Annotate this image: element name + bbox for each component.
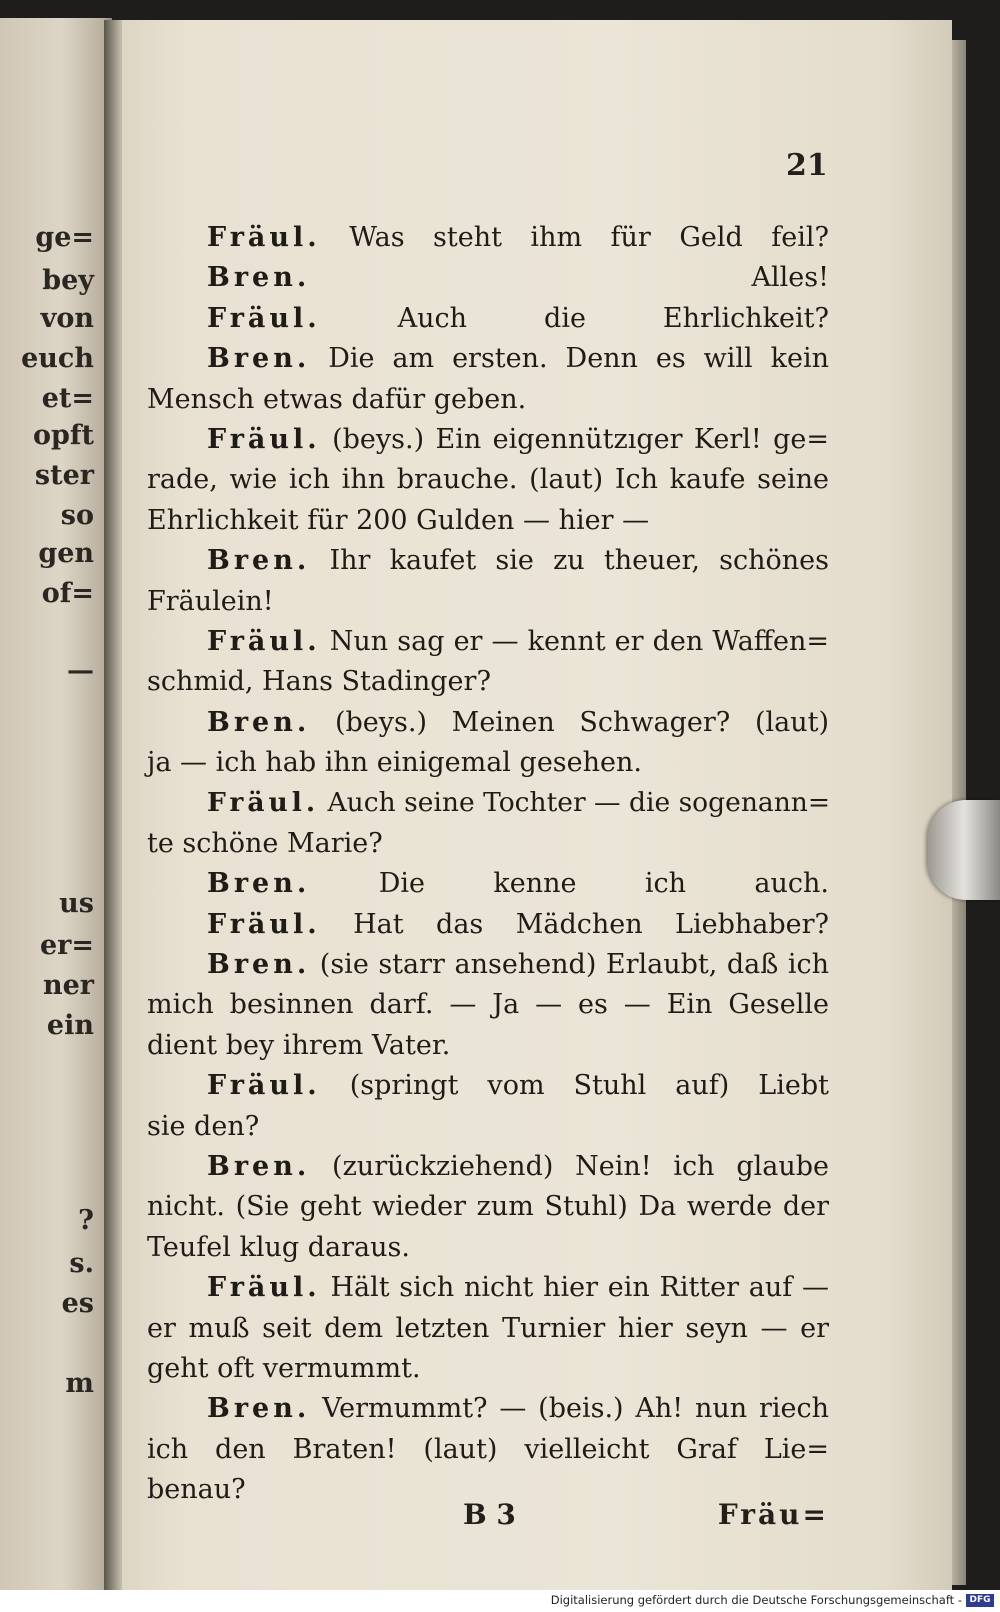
text-line [147,299,829,339]
line-text: Die am ersten. Denn es will kein [328,343,829,375]
text-line [147,864,829,904]
line-text: mich besinnen darf. — Ja — es — Ein Geselle [147,989,829,1021]
text-line [147,1268,829,1308]
line-text: benau? [147,1474,246,1506]
left-page-fragment: ein [46,1010,94,1041]
left-page [0,18,112,1590]
line-text: (springt vom Stuhl auf) Liebt [349,1070,829,1102]
text-line [147,824,829,864]
left-page-fragment: bey [42,265,94,296]
left-page-fragment: of= [41,578,94,609]
line-text: dient bey ihrem Vater. [147,1029,451,1061]
line-text: Hält sich nicht hier ein Ritter auf — [330,1272,829,1304]
left-page-fragment: ster [34,460,94,491]
left-page-fragment: — [67,655,94,686]
text-line [147,783,829,823]
text-line [147,703,829,743]
text-line [147,582,829,622]
page-clip [928,800,1000,900]
line-text: (zurückziehend) Nein! ich glaube [332,1150,829,1182]
left-page-fragment: es [61,1288,94,1319]
line-text: rade, wie ich ihn brauche. (laut) Ich kaufe seine [147,464,829,496]
left-page-fragment: euch [21,343,94,374]
speaker-name: Bren. [207,545,311,577]
line-text: Alles! [751,262,829,294]
text-line [147,905,829,945]
page-foot [147,1498,829,1538]
speaker-name: Fräul. [207,625,321,657]
speaker-name: Bren. [207,868,311,900]
left-page-fragment: er= [39,930,94,961]
line-text: Ihr kaufet sie zu theuer, schönes [329,545,829,577]
line-text: Was steht ihm für Geld feil? [349,222,829,253]
text-line [147,1349,829,1389]
text-line [147,985,829,1025]
digitization-footer [0,1590,1000,1612]
speaker-name: Bren. [207,949,311,981]
left-page-fragment: ner [42,970,94,1001]
text-line [147,1228,829,1268]
page-number: 21 [786,148,828,183]
text-line [147,945,829,985]
left-page-fragment: m [65,1368,94,1399]
speaker-name: Bren. [207,262,311,294]
speaker-name: Fräul. [207,222,321,253]
speaker-name: Fräul. [207,1070,321,1102]
text-line [147,541,829,581]
text-line [147,258,829,298]
line-text: nicht. (Sie geht wieder zum Stuhl) Da werde der [147,1191,829,1223]
text-line [147,460,829,500]
text-line [147,380,829,420]
left-page-fragment: opft [33,420,94,451]
speaker-name: Bren. [207,343,311,375]
speaker-name: Fräul. [207,1272,321,1304]
speaker-name: Bren. [207,706,311,738]
text-line [147,1430,829,1470]
line-text: Hat das Mädchen Liebhaber? [353,908,830,940]
text-line [147,1147,829,1187]
footer-credit: Digitalisierung gefördert durch die Deutsche Forschungsgemeinschaft - [550,1593,962,1607]
line-text: schmid, Hans Stadinger? [147,666,491,698]
speaker-name: Bren. [207,1150,311,1182]
line-text: Vermummt? — (beis.) Ah! nun riech [322,1393,829,1425]
text-line [147,1107,829,1147]
line-text: Mensch etwas dafür geben. [147,383,527,415]
text-line [147,501,829,541]
line-text: (sie starr ansehend) Erlaubt, daß ich [319,949,829,981]
text-line [147,420,829,460]
line-text: Teufel klug daraus. [147,1231,410,1263]
line-text: Fräulein! [147,585,274,617]
signature-mark: B 3 [463,1498,516,1531]
speaker-name: Fräul. [207,423,321,455]
text-line [147,1066,829,1106]
play-text [147,218,829,1511]
line-text: (beys.) Ein eigennützıger Kerl! ge= [332,423,829,455]
line-text: Nun sag er — kennt er den Waffen= [329,625,829,657]
line-text: er muß seit dem letzten Turnier hier seyn — er [147,1312,829,1344]
left-page-fragment: s. [69,1248,94,1279]
catchword: Fräu= [717,1498,829,1531]
left-page-fragment: ? [78,1205,94,1236]
speaker-name: Bren. [207,1393,311,1425]
dfg-logo: DFG [966,1594,994,1607]
line-text: Ehrlichkeit für 200 Gulden — hier — [147,504,650,536]
line-text: (beys.) Meinen Schwager? (laut) [334,706,829,738]
line-text: Auch die Ehrlichkeit? [397,302,829,334]
line-text: ich den Braten! (laut) vielleicht Graf Lie= [147,1433,829,1465]
line-text: te schöne Marie? [147,827,383,859]
text-line [147,1389,829,1429]
left-page-fragment: et= [41,383,94,414]
left-page-fragment: us [59,888,94,919]
left-page-fragment: gen [38,538,94,569]
text-line [147,622,829,662]
speaker-name: Fräul. [207,787,320,819]
line-text: ja — ich hab ihn einigemal gesehen. [147,747,642,779]
line-text: Die kenne ich auch. [378,868,829,900]
text-line [147,743,829,783]
text-line [147,1026,829,1066]
text-line [147,1187,829,1227]
line-text: geht oft vermummt. [147,1352,421,1384]
left-page-fragment: so [60,500,94,531]
left-page-fragment: ge= [35,222,94,253]
line-text: Auch seine Tochter — die sogenann= [327,787,831,819]
text-line [147,662,829,702]
speaker-name: Fräul. [207,908,321,940]
left-page-fragment: von [40,303,94,334]
text-line [147,218,829,258]
speaker-name: Fräul. [207,302,321,334]
text-line [147,1309,829,1349]
text-line [147,339,829,379]
line-text: sie den? [147,1110,260,1142]
